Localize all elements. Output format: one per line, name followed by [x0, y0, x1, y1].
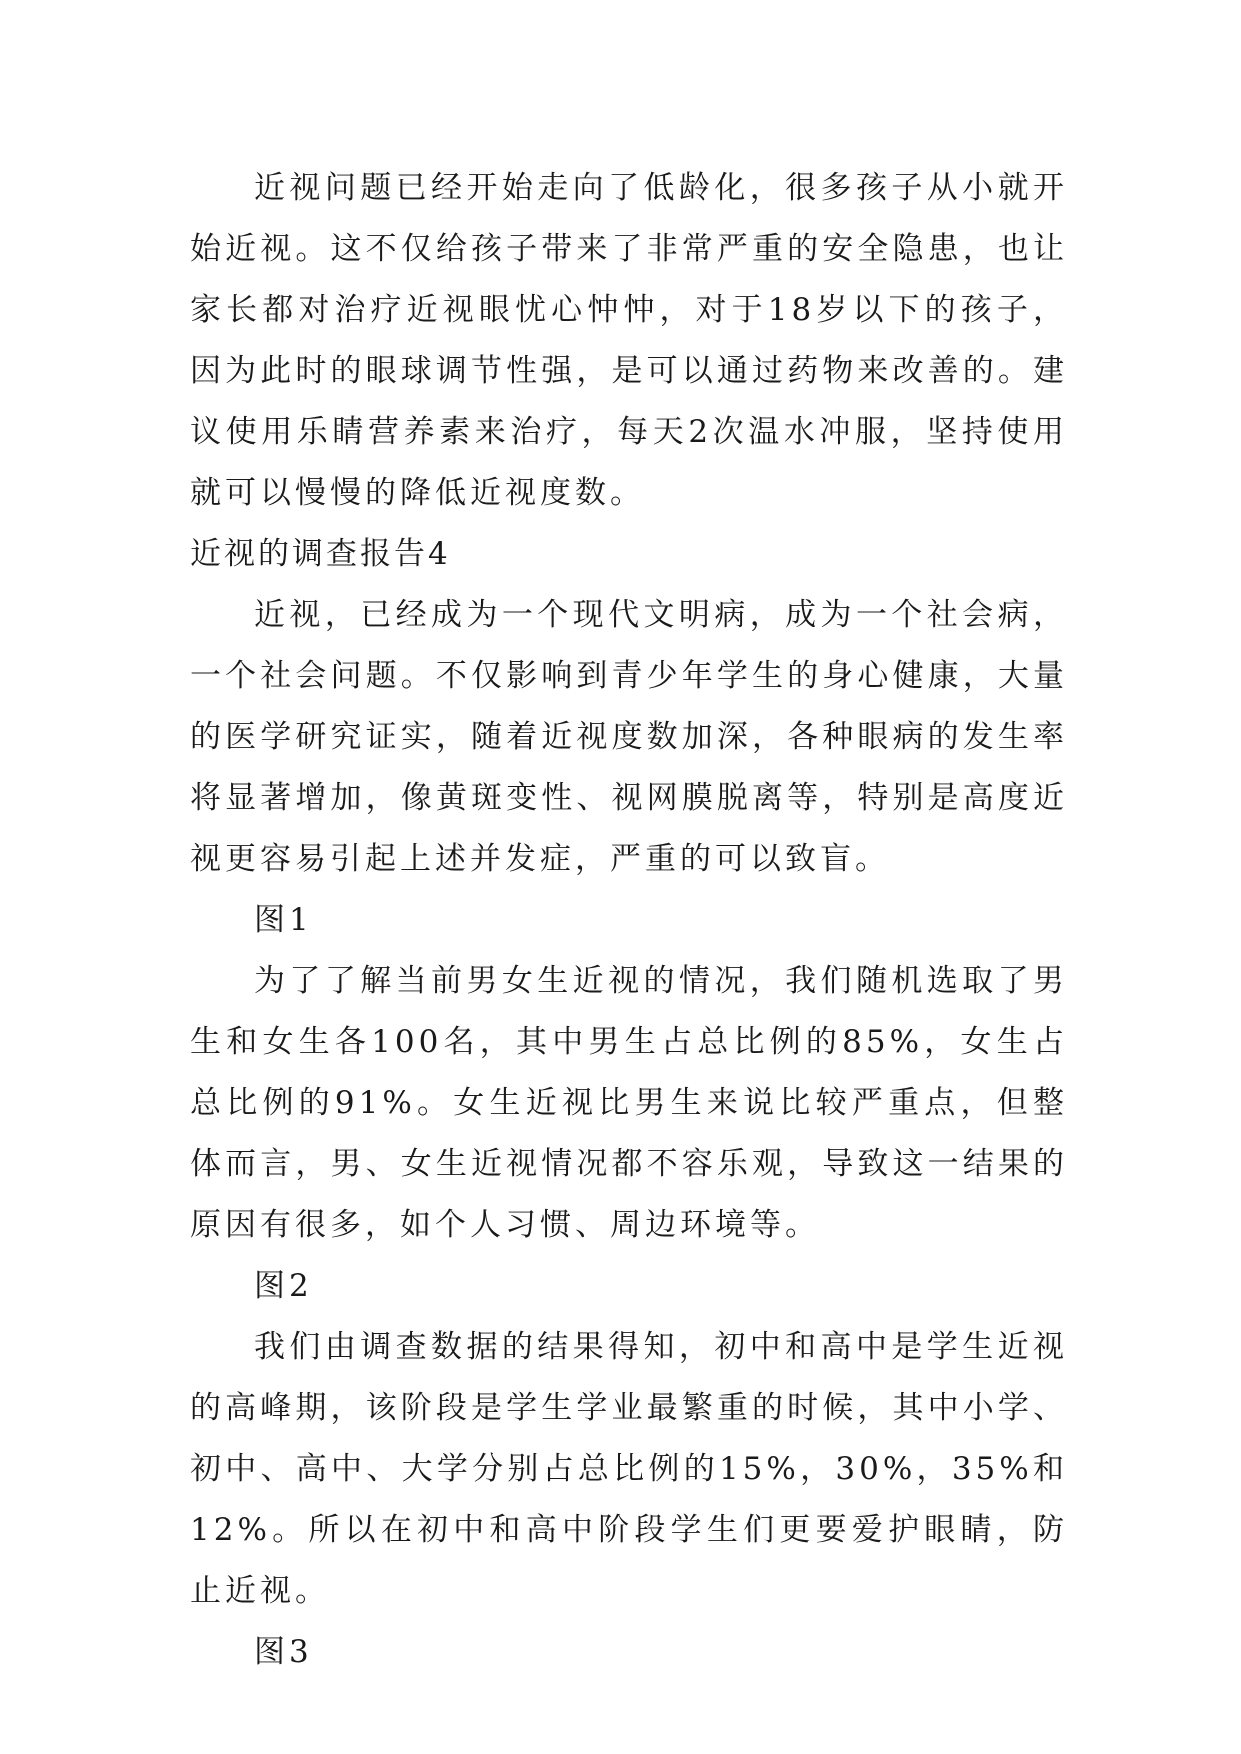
paragraph-myopia-society: 近视，已经成为一个现代文明病，成为一个社会病，一个社会问题。不仅影响到青少年学生的身心健康，大量的医学研究证实，随着近视度数加深，各种眼病的发生率将显著增加，像黄斑变性、视网膜脱离等，特别是高度近视更容易引起上述并发症，严重的可以致盲。 [190, 597, 1068, 877]
figure-label-1: 图1 [254, 902, 313, 938]
figure-label-2: 图2 [254, 1268, 313, 1304]
paragraph-school-stage-stats: 我们由调查数据的结果得知，初中和高中是学生近视的高峰期，该阶段是学生学业最繁重的时候，其中小学、初中、高中、大学分别占总比例的15%，30%，35%和12%。所以在初中和高中阶段学生们更要爱护眼睛，防止近视。 [190, 1329, 1068, 1609]
figure-label-3: 图3 [254, 1634, 313, 1670]
document-page [190, 158, 1068, 1683]
paragraph-myopia-age: 近视问题已经开始走向了低龄化，很多孩子从小就开始近视。这不仅给孩子带来了非常严重的安全隐患，也让家长都对治疗近视眼忧心忡忡，对于18岁以下的孩子，因为此时的眼球调节性强，是可以通过药物来改善的。建议使用乐睛营养素来治疗，每天2次温水冲服，坚持使用就可以慢慢的降低近视度数。 [190, 170, 1068, 511]
section-heading: 近视的调查报告4 [190, 536, 451, 572]
paragraph-gender-stats: 为了了解当前男女生近视的情况，我们随机选取了男生和女生各100名，其中男生占总比例的85%，女生占总比例的91%。女生近视比男生来说比较严重点，但整体而言，男、女生近视情况都不容乐观，导致这一结果的原因有很多，如个人习惯、周边环境等。 [190, 963, 1068, 1243]
